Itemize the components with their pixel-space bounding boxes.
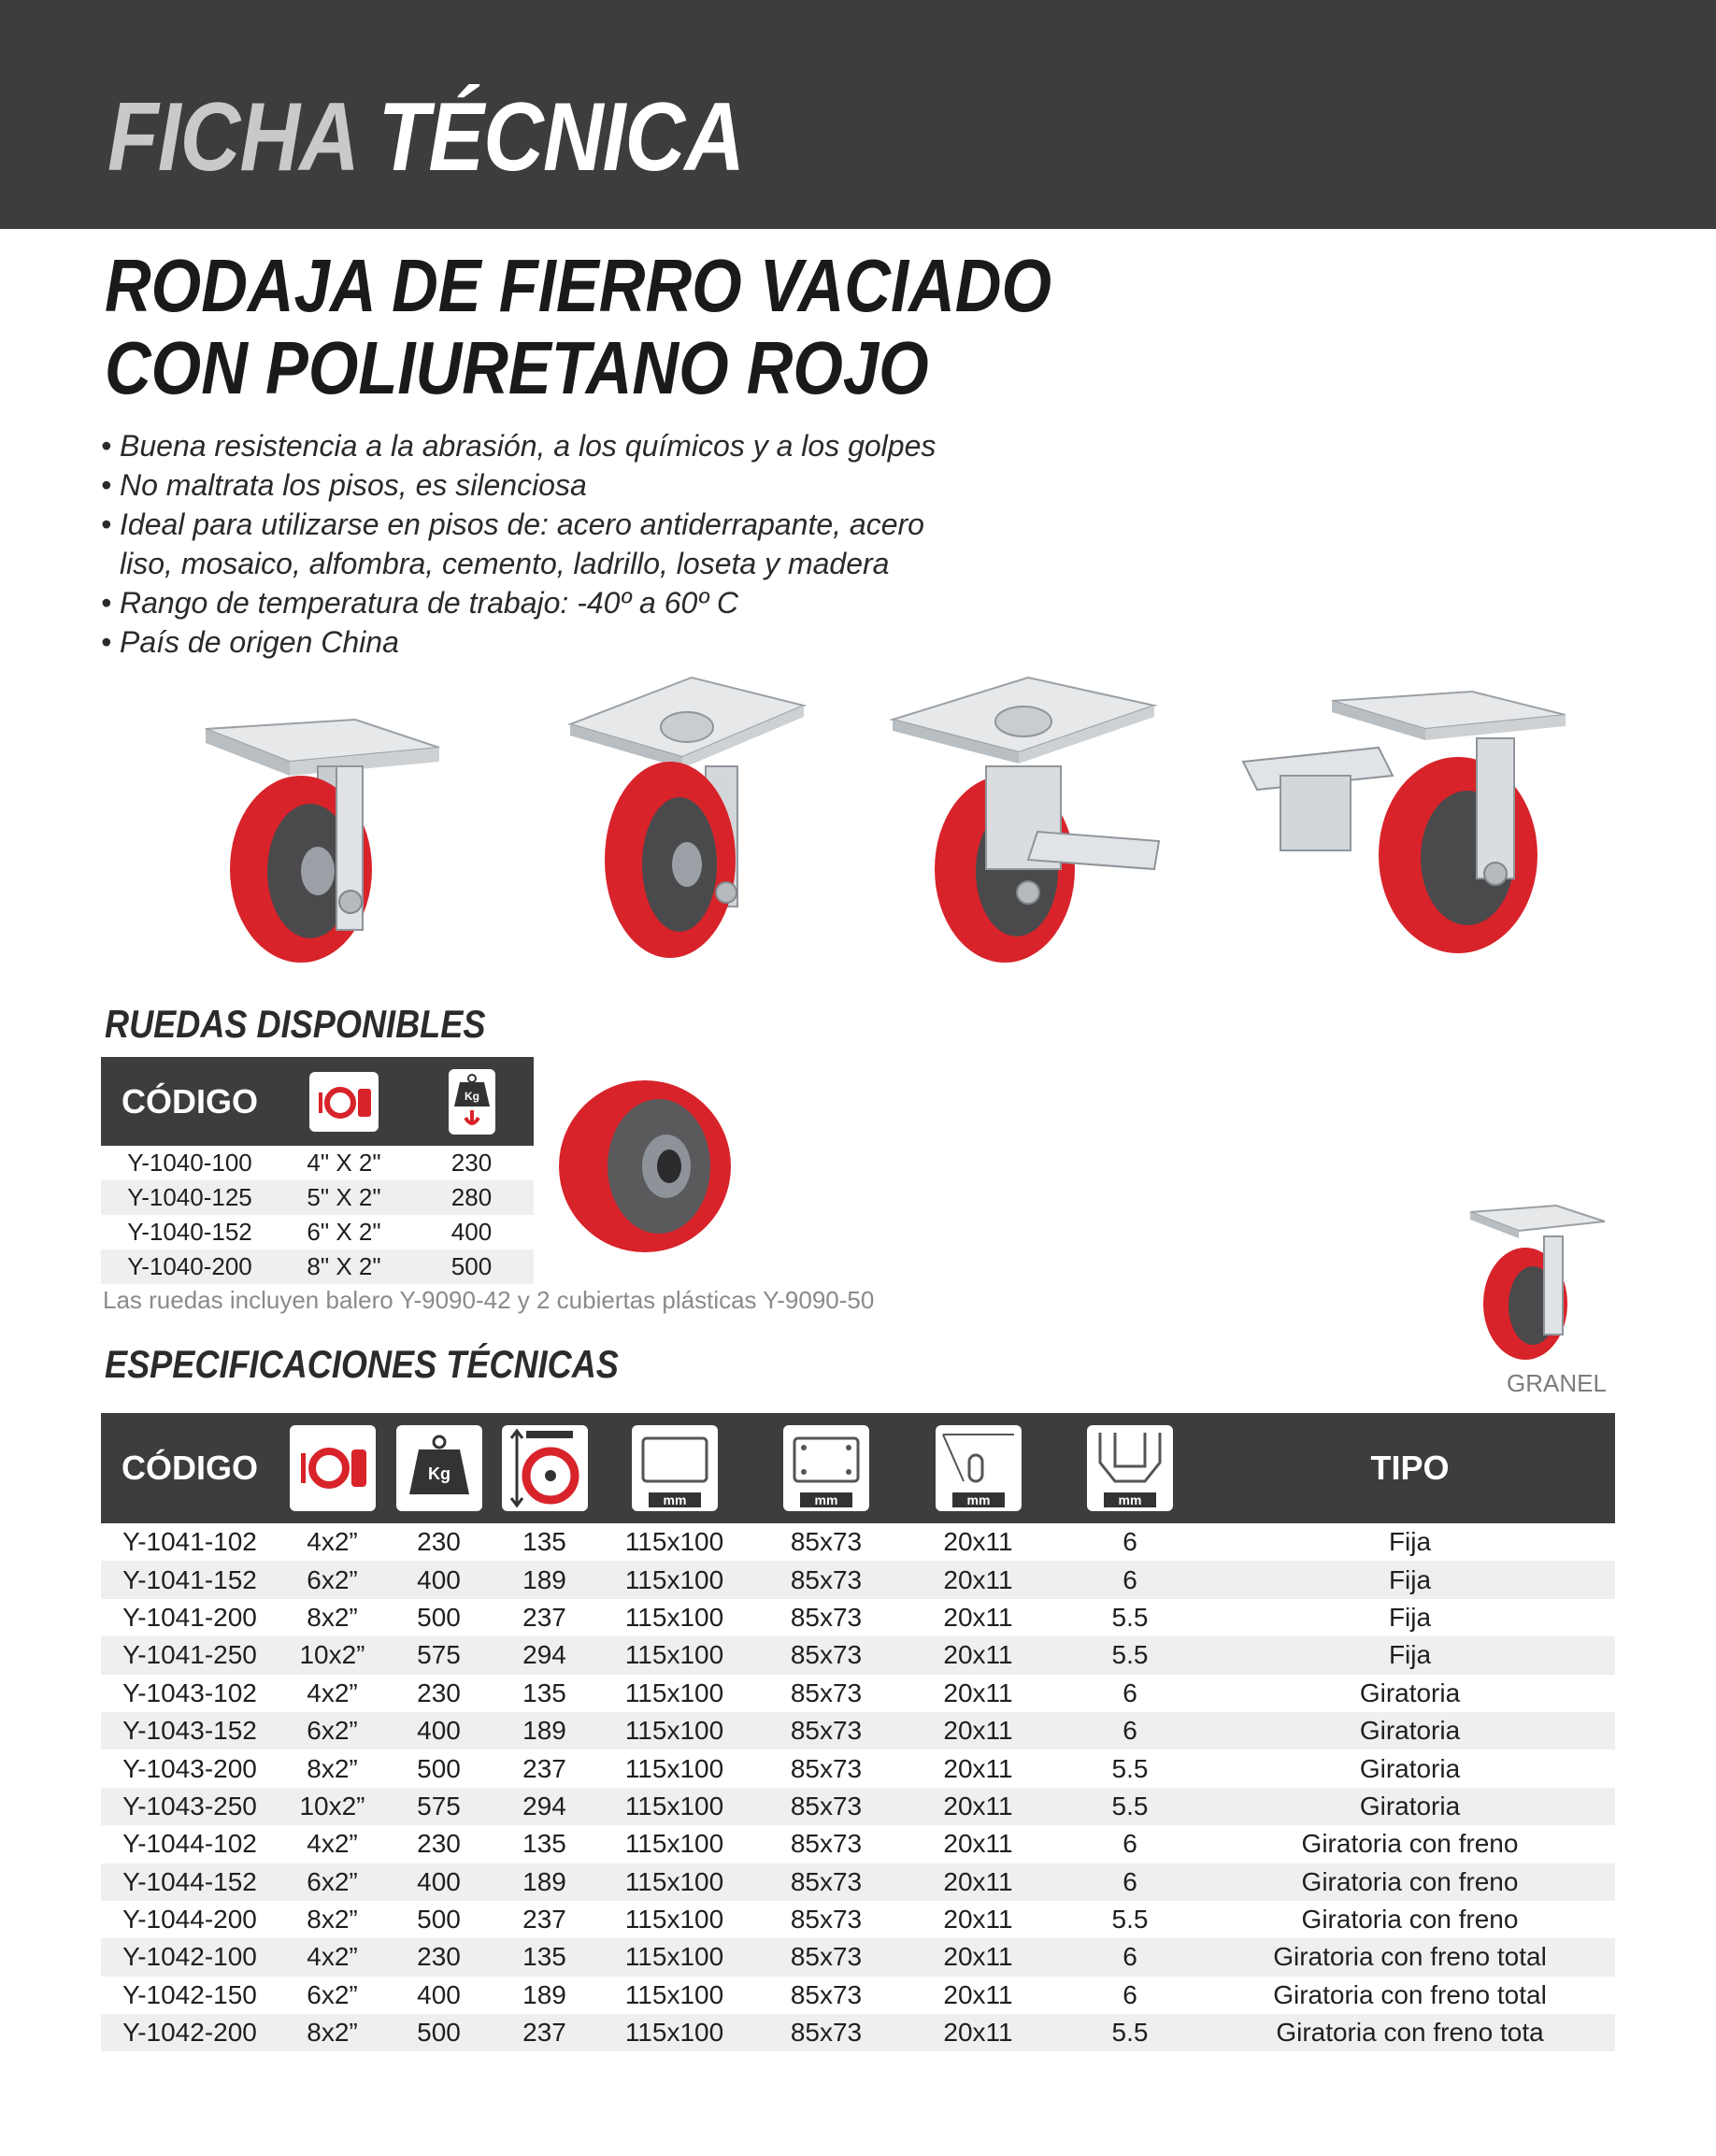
cell-type: Giratoria con freno bbox=[1301, 1829, 1519, 1859]
cell-code: Y-1043-200 bbox=[122, 1753, 257, 1783]
cell-slot: 20x11 bbox=[901, 1938, 1055, 1976]
cell-thickness: 6 bbox=[1055, 1712, 1205, 1749]
cell-load: 575 bbox=[386, 1788, 492, 1825]
cell-load: 230 bbox=[417, 1527, 461, 1557]
cell-holes: 85x73 bbox=[751, 1788, 901, 1825]
cell-holes: 85x73 bbox=[751, 1938, 901, 1976]
cell-plate: 115x100 bbox=[624, 1979, 724, 2009]
cell-size: 6x2” bbox=[279, 1561, 386, 1598]
cell-height: 135 bbox=[492, 1938, 597, 1976]
cell-size: 8x2” bbox=[307, 1905, 358, 1935]
kg-label: Kg bbox=[427, 1464, 450, 1483]
cell-size: 6x2” bbox=[279, 1863, 386, 1901]
table-row bbox=[101, 1146, 534, 1180]
granel-caster-image bbox=[1467, 1201, 1608, 1364]
cell-holes: 85x73 bbox=[751, 1561, 901, 1598]
wheel-image bbox=[556, 1075, 743, 1257]
cell-slot: 20x11 bbox=[901, 2014, 1055, 2051]
cell-slot: 20x11 bbox=[943, 1602, 1013, 1632]
cell-height: 189 bbox=[492, 1712, 597, 1749]
cell-thickness: 5.5 bbox=[1055, 2014, 1205, 2051]
feature-list bbox=[101, 426, 936, 662]
cell-type: Giratoria bbox=[1205, 1712, 1615, 1749]
cell-size: 8x2” bbox=[307, 1602, 358, 1632]
bolt-spacing-icon bbox=[783, 1425, 869, 1511]
table-header-row bbox=[101, 1057, 534, 1146]
plate-thickness-icon bbox=[1087, 1425, 1173, 1511]
cell-size: 8x2” bbox=[279, 2014, 386, 2051]
cell-load: 230 bbox=[417, 1678, 461, 1707]
cell-size: 4" X 2" bbox=[307, 1149, 381, 1177]
table-row bbox=[101, 1180, 534, 1215]
cell-type: Fija bbox=[1205, 1561, 1615, 1598]
cell-type: Fija bbox=[1388, 1527, 1432, 1557]
cell-plate: 115x100 bbox=[624, 1527, 724, 1557]
cell-plate: 115x100 bbox=[624, 1753, 724, 1783]
cell-load: 500 bbox=[409, 1249, 534, 1284]
cell-code: Y-1042-150 bbox=[122, 1979, 257, 2009]
column-header-size bbox=[279, 1413, 386, 1523]
cell-load: 500 bbox=[417, 1753, 461, 1783]
cell-type: Fija bbox=[1388, 1602, 1432, 1632]
cell-slot: 20x11 bbox=[901, 1863, 1055, 1901]
wheels-table bbox=[101, 1057, 534, 1284]
cell-holes: 85x73 bbox=[790, 1979, 863, 2009]
weight-kg-icon bbox=[449, 1069, 495, 1135]
cell-thickness: 6 bbox=[1055, 1561, 1205, 1598]
cell-plate: 115x100 bbox=[597, 1788, 751, 1825]
cell-code: Y-1044-152 bbox=[101, 1863, 279, 1901]
column-header-load bbox=[409, 1057, 534, 1146]
cell-type: Giratoria con freno bbox=[1205, 1863, 1615, 1901]
cell-type: Giratoria con freno tota bbox=[1205, 2014, 1615, 2051]
page-title bbox=[107, 82, 744, 193]
cell-code: Y-1041-152 bbox=[101, 1561, 279, 1598]
cell-holes: 85x73 bbox=[790, 1829, 863, 1859]
cell-plate: 115x100 bbox=[597, 1863, 751, 1901]
table-row bbox=[101, 1636, 1615, 1674]
cell-code: Y-1043-250 bbox=[101, 1788, 279, 1825]
table-row bbox=[101, 1599, 1615, 1636]
cell-code: Y-1040-125 bbox=[101, 1180, 279, 1215]
product-title-line1: RODAJA DE FIERRO VACIADO bbox=[105, 244, 1051, 327]
cell-plate: 115x100 bbox=[597, 2014, 751, 2051]
cell-thickness: 5.5 bbox=[1111, 1753, 1149, 1783]
cell-code: Y-1040-200 bbox=[101, 1249, 279, 1284]
cell-thickness: 5.5 bbox=[1111, 1905, 1149, 1935]
cell-size: 8x2” bbox=[307, 1753, 358, 1783]
cell-height: 237 bbox=[522, 1602, 566, 1632]
cell-plate: 115x100 bbox=[597, 1636, 751, 1674]
cell-code: Y-1042-200 bbox=[101, 2014, 279, 2051]
cell-holes: 85x73 bbox=[790, 1905, 863, 1935]
granel-label: GRANEL bbox=[1507, 1369, 1607, 1397]
table-row bbox=[101, 1249, 534, 1284]
cell-plate: 115x100 bbox=[624, 1678, 724, 1707]
cell-code: Y-1044-102 bbox=[122, 1829, 257, 1859]
cell-code: Y-1042-100 bbox=[101, 1938, 279, 1976]
cell-type: Giratoria con freno total bbox=[1205, 1938, 1615, 1976]
cell-load: 230 bbox=[386, 1938, 492, 1976]
bolt-hole-icon bbox=[936, 1425, 1022, 1511]
feature-item: • No maltrata los pisos, es silenciosa bbox=[101, 465, 936, 505]
cell-load: 400 bbox=[386, 1863, 492, 1901]
product-title-line2: CON POLIURETANO ROJO bbox=[105, 326, 929, 409]
wheel-size-icon bbox=[309, 1072, 379, 1132]
table-row bbox=[101, 1712, 1615, 1749]
page-title-word1: FICHA bbox=[107, 83, 356, 192]
specs-table bbox=[101, 1413, 1615, 2051]
cell-holes: 85x73 bbox=[751, 2014, 901, 2051]
wheel-size-icon bbox=[290, 1425, 376, 1511]
cell-plate: 115x100 bbox=[624, 1602, 724, 1632]
cell-height: 189 bbox=[492, 1561, 597, 1598]
cell-plate: 115x100 bbox=[597, 1712, 751, 1749]
table-row bbox=[101, 1675, 1615, 1712]
cell-size: 6" X 2" bbox=[307, 1218, 381, 1246]
cell-plate: 115x100 bbox=[624, 1829, 724, 1859]
feature-item: • Buena resistencia a la abrasión, a los químicos y a los golpes bbox=[101, 426, 936, 465]
feature-item: liso, mosaico, alfombra, cemento, ladrillo, loseta y madera bbox=[120, 547, 890, 580]
cell-code: Y-1044-200 bbox=[122, 1905, 257, 1935]
header-banner bbox=[0, 0, 1716, 229]
cell-type: Giratoria bbox=[1359, 1753, 1461, 1783]
mm-label: mm bbox=[663, 1492, 686, 1507]
cell-holes: 85x73 bbox=[751, 1863, 901, 1901]
cell-height: 237 bbox=[522, 1753, 566, 1783]
cell-load: 500 bbox=[417, 1602, 461, 1632]
cell-size: 4x2” bbox=[307, 1678, 358, 1707]
cell-slot: 20x11 bbox=[943, 1527, 1013, 1557]
cell-load: 500 bbox=[386, 2014, 492, 2051]
cell-code: Y-1040-152 bbox=[127, 1218, 252, 1246]
cell-thickness: 6 bbox=[1123, 1829, 1137, 1859]
cell-size: 8" X 2" bbox=[279, 1249, 409, 1284]
cell-slot: 20x11 bbox=[901, 1636, 1055, 1674]
cell-thickness: 5.5 bbox=[1055, 1636, 1205, 1674]
table-header-row bbox=[101, 1413, 1615, 1523]
column-header-load bbox=[386, 1413, 492, 1523]
cell-load: 400 bbox=[450, 1218, 493, 1246]
cell-thickness: 6 bbox=[1055, 1863, 1205, 1901]
column-header-slot bbox=[901, 1413, 1055, 1523]
section-title-wheels: RUEDAS DISPONIBLES bbox=[105, 1002, 486, 1046]
fixed-caster-image bbox=[196, 710, 449, 981]
table-row bbox=[101, 2014, 1615, 2051]
cell-thickness: 6 bbox=[1123, 1678, 1137, 1707]
cell-load: 575 bbox=[386, 1636, 492, 1674]
total-height-icon bbox=[502, 1425, 588, 1511]
cell-code: Y-1041-200 bbox=[122, 1602, 257, 1632]
cell-thickness: 6 bbox=[1123, 1979, 1137, 2009]
cell-holes: 85x73 bbox=[790, 1602, 863, 1632]
table-row bbox=[101, 1977, 1615, 2014]
section-title-specs: ESPECIFICACIONES TÉCNICAS bbox=[105, 1342, 619, 1386]
cell-plate: 115x100 bbox=[597, 1938, 751, 1976]
cell-type: Fija bbox=[1205, 1636, 1615, 1674]
cell-thickness: 5.5 bbox=[1111, 1602, 1149, 1632]
cell-load: 400 bbox=[386, 1561, 492, 1598]
cell-load: 230 bbox=[417, 1829, 461, 1859]
weight-kg-icon bbox=[396, 1425, 482, 1511]
kg-label: Kg bbox=[464, 1089, 479, 1103]
cell-size: 5" X 2" bbox=[279, 1180, 409, 1215]
specs-table-body bbox=[101, 1523, 1615, 2051]
table-row bbox=[101, 1749, 1615, 1787]
cell-holes: 85x73 bbox=[751, 1712, 901, 1749]
cell-type: Giratoria bbox=[1359, 1678, 1461, 1707]
column-header-code: CÓDIGO bbox=[101, 1057, 279, 1146]
feature-item: • País de origen China bbox=[101, 622, 936, 662]
cell-load: 230 bbox=[450, 1149, 493, 1177]
cell-height: 237 bbox=[522, 1905, 566, 1935]
cell-holes: 85x73 bbox=[751, 1636, 901, 1674]
column-header-code: CÓDIGO bbox=[101, 1413, 279, 1523]
table-row bbox=[101, 1938, 1615, 1976]
cell-holes: 85x73 bbox=[790, 1527, 863, 1557]
feature-item: • Ideal para utilizarse en pisos de: acero antiderrapante, acero bbox=[101, 505, 936, 544]
cell-size: 4x2” bbox=[307, 1527, 358, 1557]
table-row bbox=[101, 1561, 1615, 1598]
plate-size-icon bbox=[632, 1425, 718, 1511]
cell-slot: 20x11 bbox=[943, 1678, 1013, 1707]
cell-load: 280 bbox=[409, 1180, 534, 1215]
cell-load: 400 bbox=[386, 1712, 492, 1749]
table-row bbox=[101, 1825, 1615, 1863]
cell-thickness: 5.5 bbox=[1055, 1788, 1205, 1825]
cell-thickness: 6 bbox=[1123, 1527, 1137, 1557]
cell-code: Y-1043-102 bbox=[122, 1678, 257, 1707]
cell-type: Giratoria bbox=[1205, 1788, 1615, 1825]
cell-height: 294 bbox=[492, 1636, 597, 1674]
feature-item: • Rango de temperatura de trabajo: -40º a 60º C bbox=[101, 583, 936, 622]
cell-holes: 85x73 bbox=[790, 1678, 863, 1707]
page-title-word2: TÉCNICA bbox=[378, 83, 745, 192]
cell-size: 4x2” bbox=[307, 1829, 358, 1859]
column-header-plate bbox=[597, 1413, 751, 1523]
table-row bbox=[101, 1215, 534, 1249]
cell-code: Y-1041-250 bbox=[101, 1636, 279, 1674]
cell-slot: 20x11 bbox=[943, 1979, 1013, 2009]
cell-code: Y-1041-102 bbox=[122, 1527, 257, 1557]
cell-code: Y-1043-152 bbox=[101, 1712, 279, 1749]
cell-size: 6x2” bbox=[279, 1712, 386, 1749]
cell-size: 10x2” bbox=[279, 1788, 386, 1825]
cell-load: 400 bbox=[417, 1979, 461, 2009]
cell-size: 4x2” bbox=[279, 1938, 386, 1976]
cell-load: 500 bbox=[417, 1905, 461, 1935]
total-brake-caster-image bbox=[1238, 682, 1566, 972]
cell-type: Giratoria con freno total bbox=[1273, 1979, 1547, 2009]
table-row bbox=[101, 1523, 1615, 1561]
cell-type: Giratoria con freno bbox=[1301, 1905, 1519, 1935]
cell-slot: 20x11 bbox=[943, 1753, 1013, 1783]
wheels-note: Las ruedas incluyen balero Y-9090-42 y 2 cubiertas plásticas Y-9090-50 bbox=[103, 1286, 875, 1314]
cell-height: 294 bbox=[492, 1788, 597, 1825]
cell-slot: 20x11 bbox=[901, 1712, 1055, 1749]
column-header-size bbox=[279, 1057, 409, 1146]
cell-height: 135 bbox=[522, 1829, 566, 1859]
column-header-type: TIPO bbox=[1205, 1413, 1615, 1523]
product-title bbox=[105, 245, 1051, 409]
cell-height: 135 bbox=[522, 1678, 566, 1707]
cell-height: 237 bbox=[492, 2014, 597, 2051]
cell-code: Y-1040-100 bbox=[127, 1149, 252, 1177]
cell-slot: 20x11 bbox=[901, 1561, 1055, 1598]
cell-height: 189 bbox=[492, 1863, 597, 1901]
cell-height: 135 bbox=[522, 1527, 566, 1557]
column-header-height bbox=[492, 1413, 597, 1523]
column-header-thickness bbox=[1055, 1413, 1205, 1523]
mm-label: mm bbox=[1118, 1492, 1142, 1507]
cell-thickness: 6 bbox=[1055, 1938, 1205, 1976]
mm-label: mm bbox=[814, 1492, 838, 1507]
table-row bbox=[101, 1901, 1615, 1938]
table-row bbox=[101, 1863, 1615, 1901]
cell-size: 6x2” bbox=[307, 1979, 358, 2009]
cell-slot: 20x11 bbox=[943, 1829, 1013, 1859]
cell-holes: 85x73 bbox=[790, 1753, 863, 1783]
cell-plate: 115x100 bbox=[597, 1561, 751, 1598]
cell-slot: 20x11 bbox=[901, 1788, 1055, 1825]
table-row bbox=[101, 1788, 1615, 1825]
swivel-brake-caster-image bbox=[888, 673, 1168, 972]
mm-label: mm bbox=[966, 1492, 990, 1507]
swivel-caster-image bbox=[565, 673, 808, 972]
column-header-holes bbox=[751, 1413, 901, 1523]
cell-size: 10x2” bbox=[279, 1636, 386, 1674]
cell-plate: 115x100 bbox=[624, 1905, 724, 1935]
cell-height: 189 bbox=[522, 1979, 566, 2009]
cell-slot: 20x11 bbox=[943, 1905, 1013, 1935]
